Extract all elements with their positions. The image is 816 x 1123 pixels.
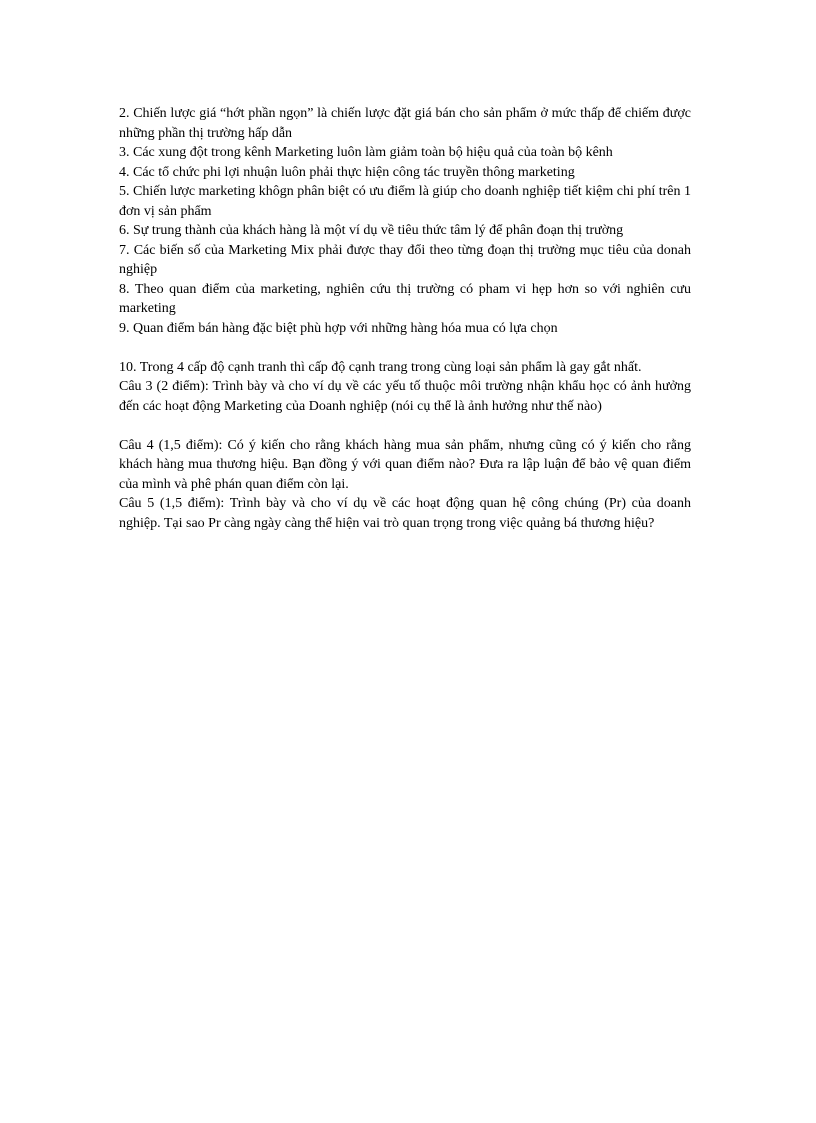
statement-2: 2. Chiến lược giá “hớt phần ngọn” là chiến lược đặt giá bán cho sản phẩm ở mức thấp để chiếm được những phần thị trường hấp dẫn bbox=[119, 106, 691, 141]
statement-5: 5. Chiến lược marketing khôgn phân biệt có ưu điểm là giúp cho doanh nghiệp tiết kiệm chi phí trên 1 đơn vị sản phẩm bbox=[119, 184, 691, 219]
document-page bbox=[119, 104, 691, 533]
statement-9: 9. Quan điểm bán hàng đặc biệt phù hợp với những hàng hóa mua có lựa chọn bbox=[119, 320, 558, 336]
question-3: Câu 3 (2 điểm): Trình bày và cho ví dụ về các yếu tố thuộc môi trường nhận khẩu học có ảnh hưởng đến các hoạt động Marketing của Doanh nghiệp (nói cụ thể là ảnh hưởng như thế nào) bbox=[119, 379, 691, 414]
statement-3: 3. Các xung đột trong kênh Marketing luôn làm giảm toàn bộ hiệu quả của toàn bộ kênh bbox=[119, 145, 613, 160]
question-5: Câu 5 (1,5 điểm): Trình bày và cho ví dụ về các hoạt động quan hệ công chúng (Pr) của doanh nghiệp. Tại sao Pr càng ngày càng thể hiện vai trò quan trọng trong việc quảng bá thương hiệu? bbox=[119, 496, 691, 531]
question-4: Câu 4 (1,5 điểm): Có ý kiến cho rằng khách hàng mua sản phẩm, nhưng cũng có ý kiến cho rằng khách hàng mua thương hiệu. Bạn đồng ý với quan điểm nào? Đưa ra lập luận để bảo vệ quan điểm của mình và phê phán quan điểm còn lại. bbox=[119, 437, 691, 492]
statement-7: 7. Các biến số của Marketing Mix phải được thay đổi theo từng đoạn thị trường mục tiêu của donah nghiệp bbox=[119, 242, 691, 277]
statement-8: 8. Theo quan điểm của marketing, nghiên cứu thị trường có pham vi hẹp hơn so với nghiên cưu marketing bbox=[119, 281, 691, 316]
statement-10: 10. Trong 4 cấp độ cạnh tranh thì cấp độ cạnh trang trong cùng loại sản phẩm là gay gắt nhất. bbox=[119, 359, 642, 375]
blank-line bbox=[119, 338, 691, 358]
blank-line bbox=[119, 416, 691, 436]
statement-4: 4. Các tổ chức phi lợi nhuận luôn phải thực hiện công tác truyền thông marketing bbox=[119, 164, 575, 180]
statement-6: 6. Sự trung thành của khách hàng là một ví dụ về tiêu thức tâm lý để phân đoạn thị trường bbox=[119, 223, 624, 238]
